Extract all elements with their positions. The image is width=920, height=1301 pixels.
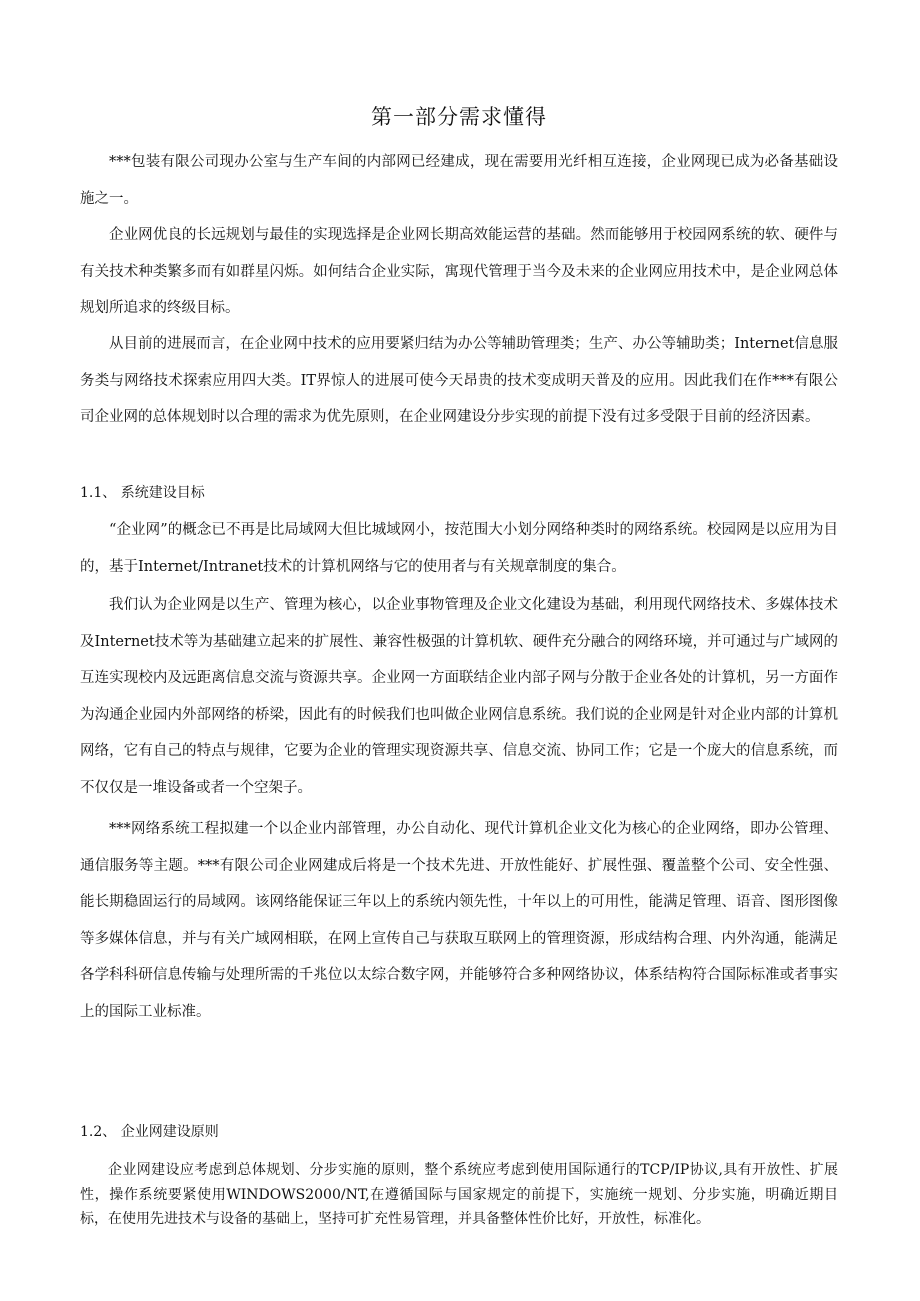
section-1-1-paragraph-3: ***网络系统工程拟建一个以企业内部管理，办公自动化、现代计算机企业文化为核心的企业网络，即办公管理、通信服务等主题。***有限公司企业网建成后将是一个技术先进、开放性能好、扩展性强、覆盖整个公司、安全性强、能长期稳固运行的局域网。该网络能保证三年以上的系统内领先性，十年以上的可用性，能满足管理、语音、图形图像等多媒体信息，并与有关广域网相联，在网上宣传自己与获取互联网上的管理资源，形成结构合理、内外沟通，能满足各学科科研信息传输与处理所需的千兆位以太综合数字网，并能够符合多种网络协议，体系结构符合国际标准或者事实上的国际工业标准。: [80, 821, 838, 1020]
section-1-2-paragraph-1: 企业网建设应考虑到总体规划、分步实施的原则，整个系统应考虑到使用国际通行的TCP/IP协议,具有开放性、扩展性，操作系统要紧使用WINDOWS2000/NT,在遵循国际与国家规定的前提下，实施统一规划、分步实施，明确近期目标，在使用先进技术与设备的基础上，坚持可扩充性易管理，并具备整体性价比好，开放性，标准化。: [80, 1162, 838, 1227]
intro-paragraph-2: 企业网优良的长远规划与最佳的实现选择是企业网长期高效能运营的基础。然而能够用于校园网系统的软、硬件与有关技术种类繁多而有如群星闪烁。如何结合企业实际，寓现代管理于当今及未来的企业网应用技术中，是企业网总体规划所追求的终级目标。: [80, 227, 838, 316]
document-title: 第一部分需求懂得: [371, 105, 547, 129]
section-1-1-paragraph-2: 我们认为企业网是以生产、管理为核心，以企业事物管理及企业文化建设为基础，利用现代网络技术、多媒体技术及Internet技术等为基础建立起来的扩展性、兼容性极强的计算机软、硬件充分融合的网络环境，并可通过与广域网的互连实现校内及远距离信息交流与资源共享。企业网一方面联结企业内部子网与分散于企业各处的计算机，另一方面作为沟通企业园内外部网络的桥梁，因此有的时候我们也叫做企业网信息系统。我们说的企业网是针对企业内部的计算机网络，它有自己的特点与规律，它要为企业的管理实现资源共享、信息交流、协同工作；它是一个庞大的信息系统，而不仅仅是一堆设备或者一个空架子。: [80, 597, 838, 796]
section-heading-1-1: 1.1、 系统建设目标: [80, 485, 205, 501]
document-page: [80, 0, 838, 1301]
intro-paragraph-3: 从目前的进展而言，在企业网中技术的应用要紧归结为办公等辅助管理类；生产、办公等辅助类；Internet信息服务类与网络技术探索应用四大类。IT界惊人的进展可使今天昂贵的技术变成明天普及的应用。因此我们在作***有限公司企业网的总体规划时以合理的需求为优先原则，在企业网建设分步实现的前提下没有过多受限于目前的经济因素。: [80, 336, 838, 425]
intro-paragraph-1: ***包装有限公司现办公室与生产车间的内部网已经建成，现在需要用光纤相互连接，企业网现已成为必备基础设施之一。: [80, 154, 838, 207]
section-1-1-paragraph-1: “企业网”的概念已不再是比局域网大但比城域网小，按范围大小划分网络种类时的网络系统。校园网是以应用为目的，基于Internet/Intranet技术的计算机网络与它的使用者与有关规章制度的集合。: [80, 522, 838, 575]
section-heading-1-2: 1.2、 企业网建设原则: [80, 1124, 219, 1140]
